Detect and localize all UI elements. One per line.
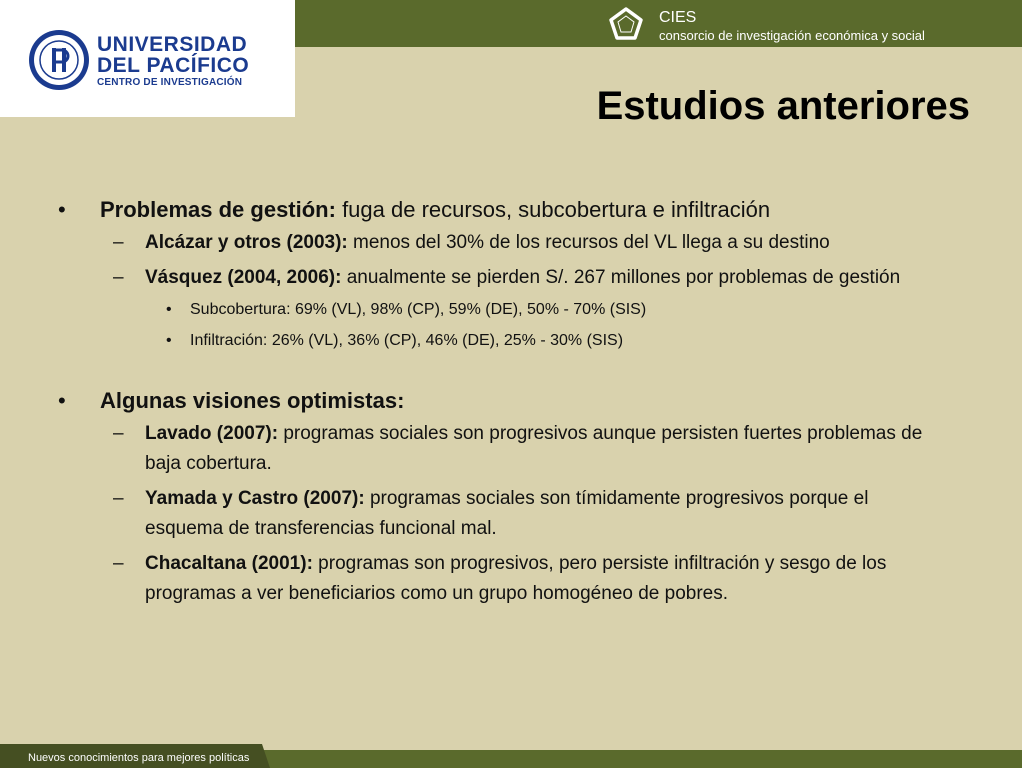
bullet-optimistas <box>58 386 948 415</box>
bullet-marker: • <box>58 388 66 413</box>
citation-text: anualmente se pierden S/. 267 millones por problemas de gestión <box>341 267 901 288</box>
dash-marker: – <box>113 267 124 288</box>
detail-text: Infiltración: 26% (VL), 36% (CP), 46% (DE), 25% - 30% (SIS) <box>190 332 624 349</box>
dash-marker: – <box>113 423 124 444</box>
pentagon-icon <box>608 6 644 42</box>
bullet-heading: Algunas visiones optimistas: <box>100 388 405 413</box>
slide-content <box>58 195 948 614</box>
section-spacer <box>58 360 948 386</box>
university-logo-text <box>97 34 249 89</box>
sub-bullet-yamada <box>58 484 948 544</box>
citation: Yamada y Castro (2007): <box>145 488 365 509</box>
logo-line-3: CENTRO DE INVESTIGACIÓN <box>97 77 243 88</box>
citation: Lavado (2007): <box>145 423 279 444</box>
detail-infiltracion <box>58 329 948 353</box>
citation-text: menos del 30% de los recursos del VL llega a su destino <box>347 232 830 253</box>
bullet-heading: Problemas de gestión: <box>100 197 336 222</box>
detail-subcobertura <box>58 298 948 322</box>
dash-marker: – <box>113 232 124 253</box>
citation-text: programas son progresivos, pero persiste infiltración y sesgo de los programas a ver beneficiarios como un grupo homogéneo de pobres. <box>145 553 887 604</box>
logo-line-2: DEL PACÍFICO <box>97 54 250 77</box>
slide-title: Estudios anteriores <box>596 84 970 128</box>
sub-bullet-vasquez <box>58 263 948 293</box>
small-bullet-marker: • <box>166 301 172 318</box>
sub-bullet-chacaltana <box>58 549 948 609</box>
citation: Vásquez (2004, 2006): <box>145 267 342 288</box>
cies-name: CIES <box>659 9 697 26</box>
cies-subtitle: consorcio de investigación económica y social <box>659 28 925 43</box>
sub-bullet-lavado <box>58 419 948 479</box>
bullet-problemas <box>58 195 948 224</box>
bullet-marker: • <box>58 197 66 222</box>
dash-marker: – <box>113 553 124 574</box>
university-logo <box>0 0 295 117</box>
footer-tagline: Nuevos conocimientos para mejores políticas <box>28 752 250 764</box>
dash-marker: – <box>113 488 124 509</box>
logo-line-1: UNIVERSIDAD <box>97 33 248 56</box>
bullet-text: fuga de recursos, subcobertura e infiltración <box>335 197 771 222</box>
small-bullet-marker: • <box>166 332 172 349</box>
citation-text: programas sociales son tímidamente progresivos porque el esquema de transferencias funcional mal. <box>145 488 869 539</box>
detail-text: Subcobertura: 69% (VL), 98% (CP), 59% (DE), 50% - 70% (SIS) <box>190 301 647 318</box>
sub-bullet-alcazar <box>58 228 948 258</box>
citation: Chacaltana (2001): <box>145 553 313 574</box>
citation-text: programas sociales son progresivos aunque persisten fuertes problemas de baja cobertura. <box>145 423 923 474</box>
citation: Alcázar y otros (2003): <box>145 232 348 253</box>
university-seal-icon <box>27 28 91 92</box>
